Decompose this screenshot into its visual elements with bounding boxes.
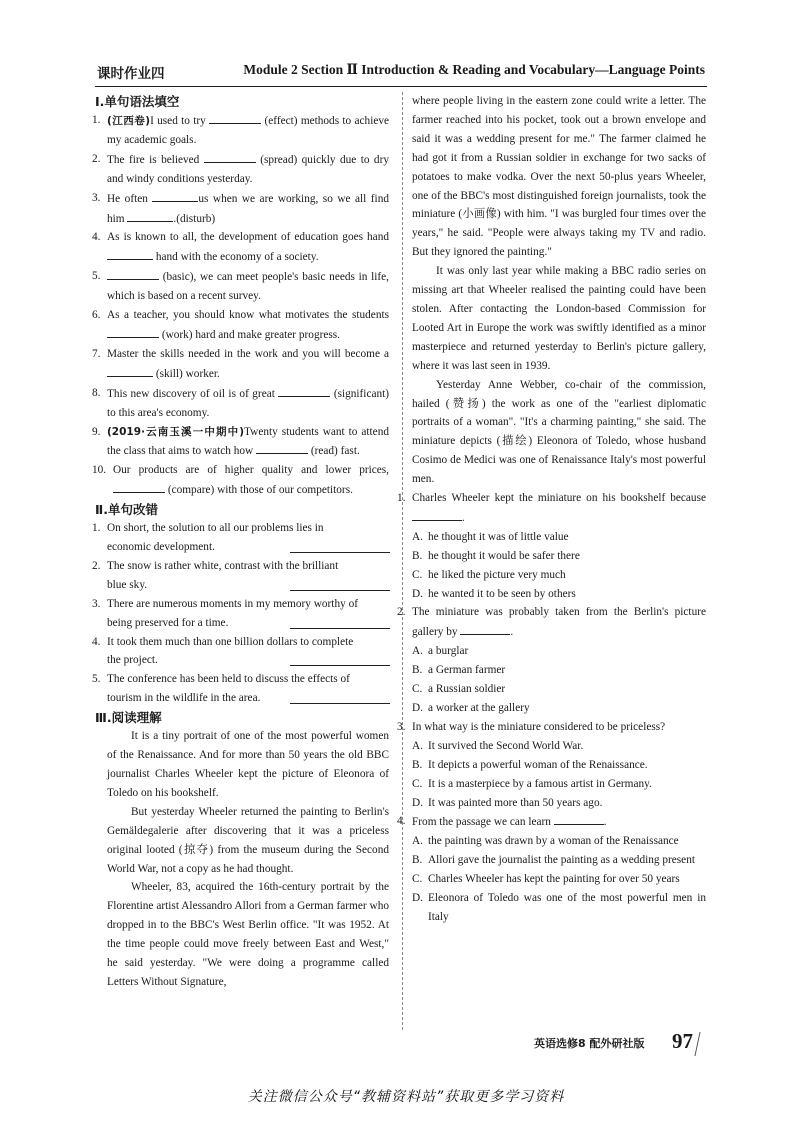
- answer-blank[interactable]: [107, 325, 159, 338]
- book-label: 英语选修8 配外研社版: [534, 1037, 645, 1050]
- passage-paragraph-3-continued: where people living in the eastern zone could write a letter. The farmer reached into his pocket, took out a brown envelope and said it was a wedding present for me." The farmer claimed he had got it from a Russian soldier in exchange for two sacks of potatoes to make vodka. Over the next 50-plus years Wheeler, one of the BBC's most distinguished foreign journalists, took the miniature (小画像) with him. "I was burgled four times over the years," he said. "People were always taking my TV and radio. But they ignored the painting.": [412, 95, 706, 259]
- answer-blank[interactable]: [113, 480, 165, 493]
- promo-note: 关注微信公众号“教辅资料站”获取更多学习资料: [247, 1089, 565, 1105]
- passage-paragraph-1: It is a tiny portrait of one of the most powerful women of the Renaissance. And for more than 50 years the old BBC journalist Charles Wheeler kept the picture of Eleonora of Toledo on his bookshelf.: [107, 730, 389, 799]
- header-rule: [95, 86, 707, 87]
- question-4-option-b[interactable]: B. Allori gave the journalist the painting as a wedding present: [412, 854, 695, 867]
- answer-line[interactable]: [290, 655, 390, 666]
- answer-blank[interactable]: [256, 441, 308, 454]
- grammar-item-7: 7. Master the skills needed in the work and you will become a (skill) worker.: [92, 347, 389, 380]
- passage-paragraph-4: It was only last year while making a BBC radio series on missing art that Wheeler realised the painting could have been stolen. After contacting the London-based Commission for Looted Art in Europe the work was swiftly identified as a minor masterpiece and returned yesterday to Berlin's picture gallery, where it was last seen in 1939.: [412, 265, 706, 372]
- question-1-option-a[interactable]: A. he thought it was of little value: [412, 530, 569, 543]
- passage-paragraph-3: Wheeler, 83, acquired the 16th-century portrait by the Florentine artist Alessandro Allori from a German farmer who dropped in to the BBC's West Berlin office. "It was 1952. At the time people could move freely between East and West," he said yesterday. "We were doing a programme called Letters Without Signature,: [107, 881, 389, 988]
- correction-item-3: 3. There are numerous moments in my memory worthy of being preserved for a time.: [107, 595, 389, 633]
- question-1-option-c[interactable]: C. he liked the picture very much: [412, 568, 566, 581]
- section-2-title: Ⅱ.单句改错: [95, 502, 158, 518]
- question-2-option-c[interactable]: C. a Russian soldier: [412, 683, 506, 696]
- question-2-option-b[interactable]: B. a German farmer: [412, 664, 506, 677]
- question-3-option-d[interactable]: D. It was painted more than 50 years ago.: [412, 796, 603, 809]
- question-2-option-d[interactable]: D. a worker at the gallery: [412, 702, 530, 714]
- correction-item-5: 5. The conference has been held to discuss the effects of tourism in the wildlife in the area.: [107, 670, 389, 708]
- question-3-option-a[interactable]: A. It survived the Second World War.: [412, 739, 584, 752]
- answer-line[interactable]: [290, 618, 390, 629]
- page-slash-divider: [694, 1032, 700, 1056]
- question-2-option-a[interactable]: A. a burglar: [412, 645, 469, 658]
- answer-line[interactable]: [290, 542, 390, 553]
- grammar-item-4: 4. As is known to all, the development of education goes hand hand with the economy of a society.: [92, 231, 389, 264]
- question-1-option-d[interactable]: D. he wanted it to be seen by others: [412, 587, 576, 600]
- answer-blank[interactable]: [209, 111, 261, 124]
- left-column: [92, 92, 390, 992]
- answer-line[interactable]: [290, 693, 390, 704]
- passage-paragraph-2: But yesterday Wheeler returned the painting to Berlin's Gemäldegalerie after discovering that it was a priceless original looted (掠夺) from the museum during the Second World War, not a copy as he had thought.: [107, 805, 389, 875]
- answer-blank[interactable]: [204, 150, 256, 163]
- grammar-item-6: 6. As a teacher, you should know what motivates the students (work) hard and make greater progress.: [92, 309, 389, 341]
- column-divider: [402, 92, 403, 1030]
- question-4-option-d[interactable]: D. Eleonora of Toledo was one of the most powerful men in Italy: [412, 892, 706, 923]
- question-3-option-c[interactable]: C. It is a masterpiece by a famous artist in Germany.: [412, 777, 652, 790]
- grammar-item-5: 5. (basic), we can meet people's basic needs in life, which is based on a recent survey.: [107, 267, 389, 306]
- header-title: Module 2 Section Ⅱ Introduction & Reading and Vocabulary—Language Points: [243, 62, 705, 77]
- question-3-option-b[interactable]: B. It depicts a powerful woman of the Renaissance.: [412, 758, 648, 771]
- grammar-item-3: 3. He often us when we are working, so we all find him .(disturb): [107, 189, 389, 229]
- grammar-item-8: 8. This new discovery of oil is of great (significant) to this area's economy.: [107, 384, 389, 423]
- answer-blank[interactable]: [107, 247, 153, 260]
- page-header: [97, 62, 705, 82]
- item-source-tag: (江西卷): [107, 115, 151, 127]
- question-1: 1. Charles Wheeler kept the miniature on his bookshelf because .: [397, 492, 706, 524]
- answer-blank[interactable]: [127, 209, 173, 222]
- page-number: 97: [672, 1029, 693, 1053]
- question-2: 2. The miniature was probably taken from the Berlin's picture gallery by .: [397, 606, 706, 639]
- passage-paragraph-5: Yesterday Anne Webber, co-chair of the commission, hailed (赞扬) the work as one of the "earliest diplomatic portraits of a woman". "It's a charming painting," she said. The miniature depicts (描绘) Eleonora of Toledo, whose husband Cosimo de Medici was one of Renaissance Italy's most powerful men.: [412, 378, 706, 486]
- question-4: 4. From the passage we can learn .: [412, 812, 706, 832]
- grammar-item-2: 2. The fire is believed (spread) quickly due to dry and windy conditions yesterday.: [107, 150, 389, 189]
- answer-blank[interactable]: [278, 384, 330, 397]
- question-4-option-a[interactable]: A. the painting was drawn by a woman of the Renaissance: [412, 835, 679, 848]
- grammar-item-1: 1. (江西卷)I used to try (effect) methods to achieve my academic goals.: [107, 111, 389, 150]
- question-4-option-c[interactable]: C. Charles Wheeler has kept the painting for over 50 years: [412, 873, 680, 886]
- section-3-title: Ⅲ.阅读理解: [95, 710, 162, 726]
- correction-item-4: 4. It took them much than one billion dollars to complete the project.: [107, 633, 389, 671]
- answer-blank[interactable]: [107, 364, 153, 377]
- header-left: 课时作业四: [97, 66, 165, 81]
- grammar-item-9: 9. (2019·云南玉溪一中期中)Twenty students want to attend the class that aims to watch how (read) fast.: [92, 425, 389, 458]
- item-source-tag: (2019·云南玉溪一中期中): [107, 425, 245, 438]
- question-3: 3. In what way is the miniature considered to be priceless?: [397, 720, 666, 733]
- correction-item-2: 2. The snow is rather white, contrast with the brilliant blue sky.: [107, 557, 389, 595]
- answer-blank[interactable]: [412, 508, 462, 521]
- answer-blank[interactable]: [152, 189, 198, 202]
- question-1-option-b[interactable]: B. he thought it would be safer there: [412, 549, 580, 562]
- answer-blank[interactable]: [460, 622, 510, 635]
- answer-blank[interactable]: [554, 812, 604, 825]
- answer-blank[interactable]: [107, 267, 159, 280]
- right-column: [397, 92, 706, 927]
- correction-item-1: 1. On short, the solution to all our problems lies in economic development.: [107, 519, 389, 557]
- answer-line[interactable]: [290, 580, 390, 591]
- section-1-title: Ⅰ.单句语法填空: [95, 94, 180, 109]
- grammar-item-10: 10. Our products are of higher quality and lower prices, (compare) with those of our competitors.: [92, 464, 389, 497]
